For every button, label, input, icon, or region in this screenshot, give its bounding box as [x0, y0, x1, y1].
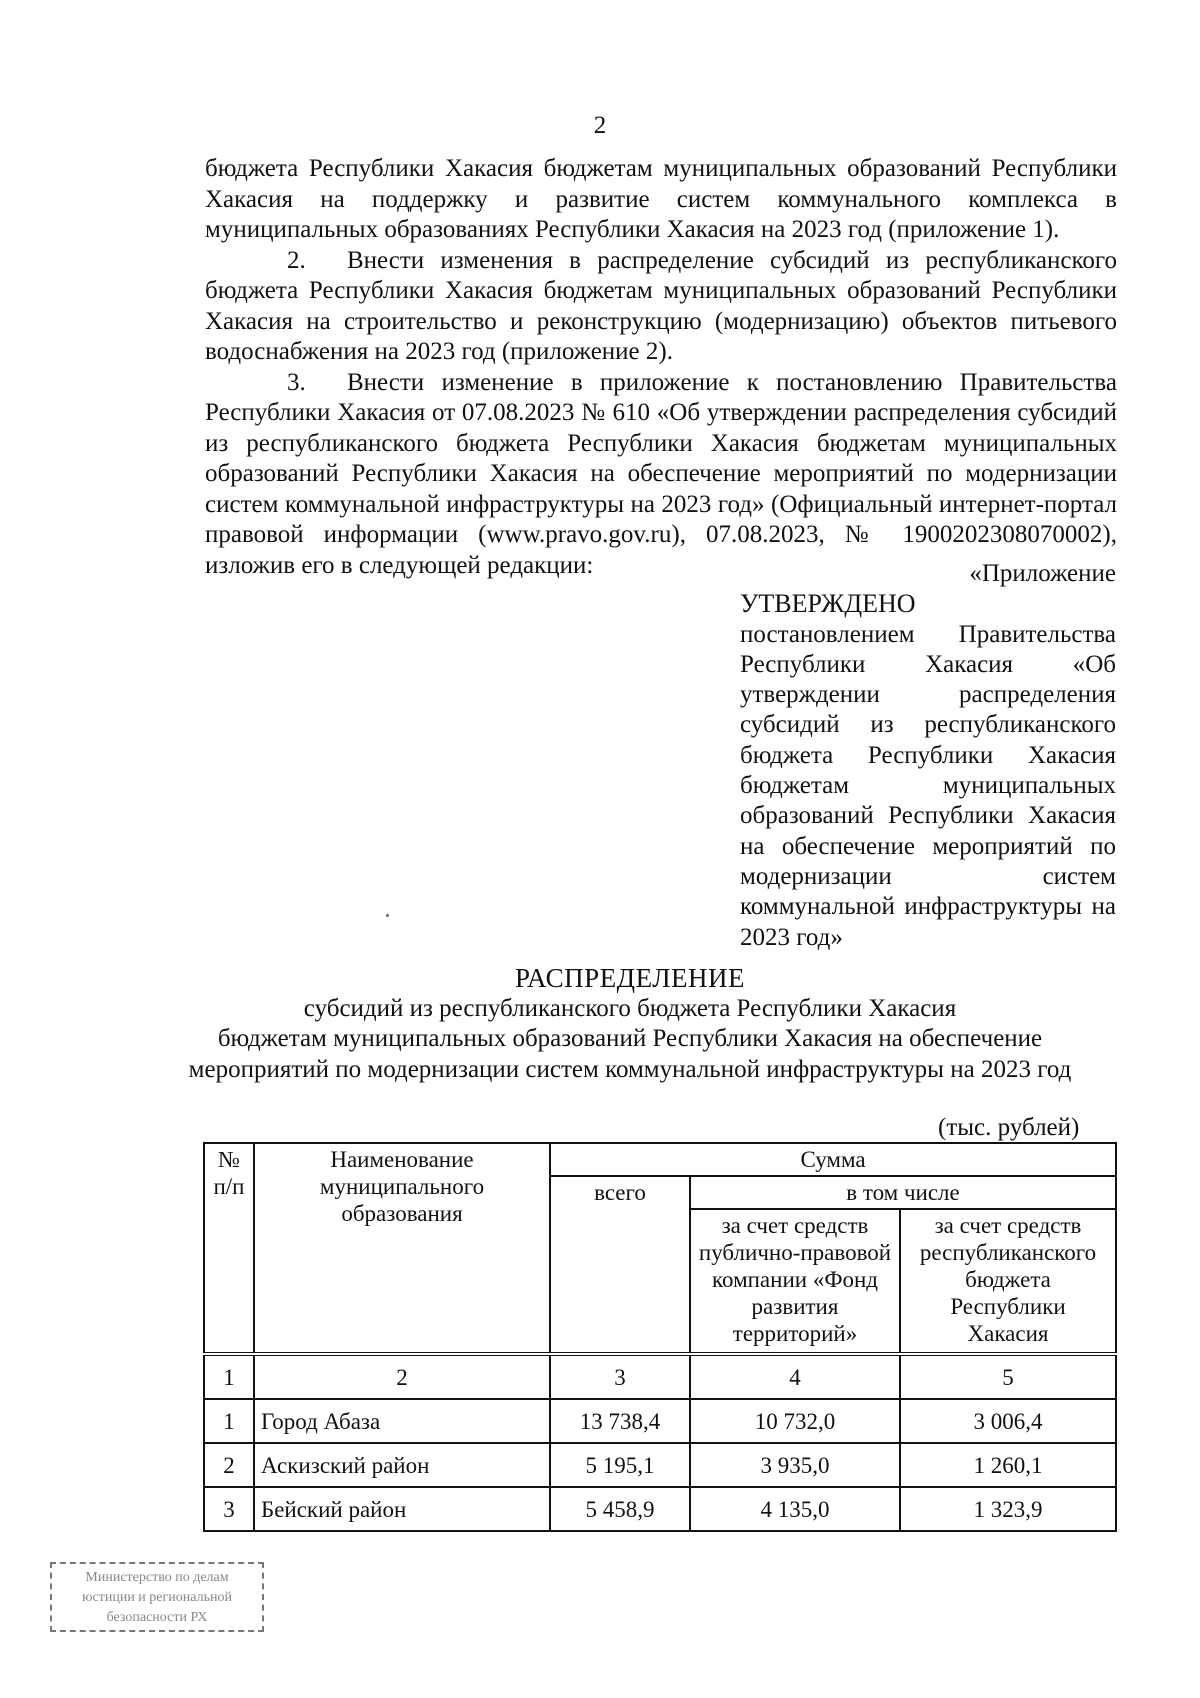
stamp-line: Министерство по делам [85, 1570, 229, 1585]
header-including: в том числе [690, 1176, 1116, 1209]
row-total: 13 738,4 [550, 1399, 690, 1443]
header-name: Наименование муниципального образования [254, 1143, 550, 1354]
distribution-subtitle-2: бюджетам муниципальных образований Республики Хакасия на обеспечение [217, 1025, 1043, 1052]
col-number: 2 [254, 1354, 550, 1399]
header-row-1 [204, 1143, 1116, 1176]
paragraph-3 [205, 368, 1117, 582]
col-number: 1 [204, 1354, 254, 1399]
distribution-subtitle-3: мероприятий по модернизации систем коммунальной инфраструктуры на 2023 год [188, 1055, 1072, 1083]
paragraph-2-text: Внести изменения в распределение субсидий из республиканского бюджета Республики Хакасия бюджетам муниципальных образований Республики Хакасия на строительство и реконструкцию (модернизацию) объектов питьевого водоснабжения на 2023 год (приложение 2). [205, 246, 1117, 365]
row-num: 1 [204, 1399, 254, 1443]
col-number: 3 [550, 1354, 690, 1399]
table-row [204, 1443, 1116, 1487]
distribution-heading [150, 963, 1110, 1085]
header-total: всего [550, 1176, 690, 1354]
row-name: Бейский район [254, 1487, 550, 1531]
row-num: 3 [204, 1487, 254, 1531]
header-fund: за счет средств публично-правовой компании «Фонд развития территорий» [690, 1209, 900, 1354]
approved-label: УТВЕРЖДЕНО [740, 589, 916, 619]
approval-block [740, 559, 1116, 953]
row-republic: 1 323,9 [900, 1487, 1116, 1531]
appendix-label: «Приложение [969, 560, 1116, 587]
row-name: Город Абаза [254, 1399, 550, 1443]
row-fund: 3 935,0 [690, 1443, 900, 1487]
stamp-line: безопасности РХ [106, 1610, 208, 1625]
stamp-line: юстиции и региональной [82, 1590, 232, 1605]
page-number: 2 [593, 112, 607, 139]
table-row [204, 1399, 1116, 1443]
paragraph-2-number: 2. [287, 246, 306, 274]
paragraph-2 [205, 246, 1117, 368]
header-sum: Сумма [550, 1143, 1116, 1176]
row-total: 5 195,1 [550, 1443, 690, 1487]
subsidy-table [203, 1142, 1117, 1532]
col-number: 4 [690, 1354, 900, 1399]
units-label: (тыс. рублей) [938, 1114, 1080, 1141]
paragraph-1: бюджета Республики Хакасия бюджетам муниципальных образований Республики Хакасия на поддержку и развитие систем коммунального комплекса в муниципальных образованиях Республики Хакасия на 2023 год (приложение 1). [205, 155, 1117, 243]
scan-speck [386, 914, 389, 917]
row-name: Аскизский район [254, 1443, 550, 1487]
row-republic: 3 006,4 [900, 1399, 1116, 1443]
header-num: № п/п [204, 1143, 254, 1354]
paragraph-3-text: Внести изменение в приложение к постановлению Правительства Республики Хакасия от 07.08.2023 № 610 «Об утверждении распределения субсидий из республиканского бюджета Республики Хакасия бюджетам муниципальных образований Республики Хакасия на обеспечение мероприятий по модернизации систем коммунальной инфраструктуры на 2023 год» (Официальный интернет-портал правовой информации (www.pravo.gov.ru), 07.08.2023, № 1900202308070002), изложив его в следующей редакции: [205, 368, 1117, 579]
row-fund: 10 732,0 [690, 1399, 900, 1443]
header-republic: за счет средств республиканского бюджета Республики Хакасия [900, 1209, 1116, 1354]
col-number: 5 [900, 1354, 1116, 1399]
distribution-title: РАСПРЕДЕЛЕНИЕ [514, 963, 746, 993]
body-text [205, 154, 1117, 581]
row-republic: 1 260,1 [900, 1443, 1116, 1487]
ministry-stamp [50, 1562, 264, 1632]
row-total: 5 458,9 [550, 1487, 690, 1531]
column-number-row [204, 1354, 1116, 1399]
row-fund: 4 135,0 [690, 1487, 900, 1531]
paragraph-3-number: 3. [287, 368, 306, 396]
approval-text: постановлением Правительства Республики Хакасия «Об утверждении распределения субсидий из республиканского бюджета Республики Хакасия бюджетам муниципальных образований Республики Хакасия на обеспечение мероприятий по модернизации систем коммунальной инфраструктуры на 2023 год» [740, 620, 1116, 951]
table-row [204, 1487, 1116, 1531]
distribution-subtitle-1: субсидий из республиканского бюджета Республики Хакасия [303, 994, 957, 1022]
row-num: 2 [204, 1443, 254, 1487]
